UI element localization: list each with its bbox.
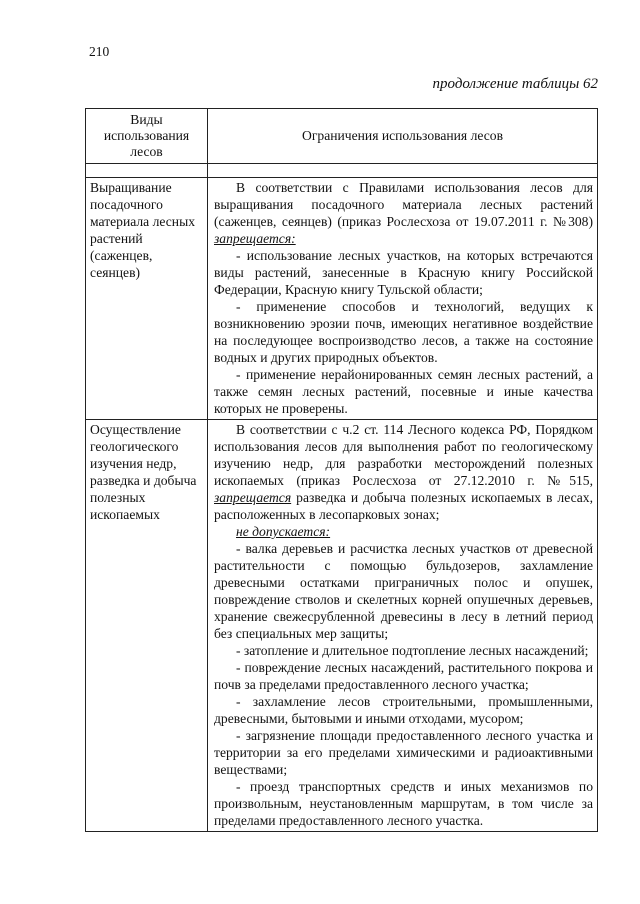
page-number: 210 [89,44,110,59]
table-row [86,178,598,420]
restriction-item: - применение нерайонированных семян лесных растений, а также семян лесных растений, посевные и иные качества которых не проверены. [214,367,593,416]
forbidden-label: запрещается: [214,231,296,246]
table-header-row [86,109,598,164]
restriction-item: - проезд транспортных средств и иных механизмов по произвольным, неустановленным маршрутам, в том числе за пределами предоставленного лесного участка. [214,779,593,828]
restriction-item: - применение способов и технологий, ведущих к возникновению эрозии почв, имеющих негативное воздействие на последующее воспроизводство лесов, а также на состояние водных и других природных объектов. [214,299,593,365]
restrictions-table [85,108,598,832]
table-spacer-row [86,164,598,178]
restriction-item: - использование лесных участков, на которых встречаются виды растений, занесенные в Красную книгу Российской Федерации, Красную книгу Тульской области; [214,248,593,297]
table-continuation-caption: продолжение таблицы 62 [432,76,598,92]
restriction-intro-text: В соответствии с Правилами использования лесов для выращивания посадочного материала лесных растений (саженцев, сеянцев) (приказ Рослесхоза от 19.07.2011 г. №308) [214,180,593,229]
restriction-intro-tail: разведка и добыча полезных ископаемых в лесах, расположенных в лесопарковых зонах; [214,490,593,522]
restriction-intro-text: В соответствии с ч.2 ст. 114 Лесного кодекса РФ, Порядком использования лесов для выполнения работ по геологическому изучению недр, для разработки месторождений полезных ископаемых (приказ Рослесхоза от 27.12.2010 г. №515, [214,422,593,488]
column-header-use: Виды использования лесов [86,109,208,164]
restrictions-cell [208,420,598,832]
restriction-item: - повреждение лесных насаждений, растительного покрова и почв за пределами предоставленного лесного участка; [214,660,593,692]
restriction-item: - валка деревьев и расчистка лесных участков от древесной растительности с помощью бульдозеров, захламление древесными остатками приграничных полос и опушек, повреждение стволов и скелетных корней опушечных деревьев, хранение свежесрубленной древесины в лесу в летний период без специальных мер защиты; [214,541,593,641]
not-allowed-line [214,523,593,540]
forest-use-cell: Осуществление геологического изучения недр, разведка и добыча полезных ископаемых [86,420,208,832]
restriction-intro [214,179,593,247]
forest-use-cell: Выращивание посадочного материала лесных растений (саженцев, сеянцев) [86,178,208,420]
spacer-cell [208,164,598,178]
table-row [86,420,598,832]
forbidden-word: запрещается [214,490,292,505]
restrictions-cell [208,178,598,420]
restriction-intro [214,421,593,523]
restriction-item: - затопление и длительное подтопление лесных насаждений; [236,643,589,658]
spacer-cell [86,164,208,178]
restriction-item: - захламление лесов строительными, промышленными, древесными, бытовыми и иными отходами, мусором; [214,694,593,726]
restriction-item: - загрязнение площади предоставленного лесного участка и территории за его пределами химическими и радиоактивными веществами; [214,728,593,777]
not-allowed-label: не допускается: [236,524,331,539]
column-header-restrictions: Ограничения использования лесов [208,109,598,164]
